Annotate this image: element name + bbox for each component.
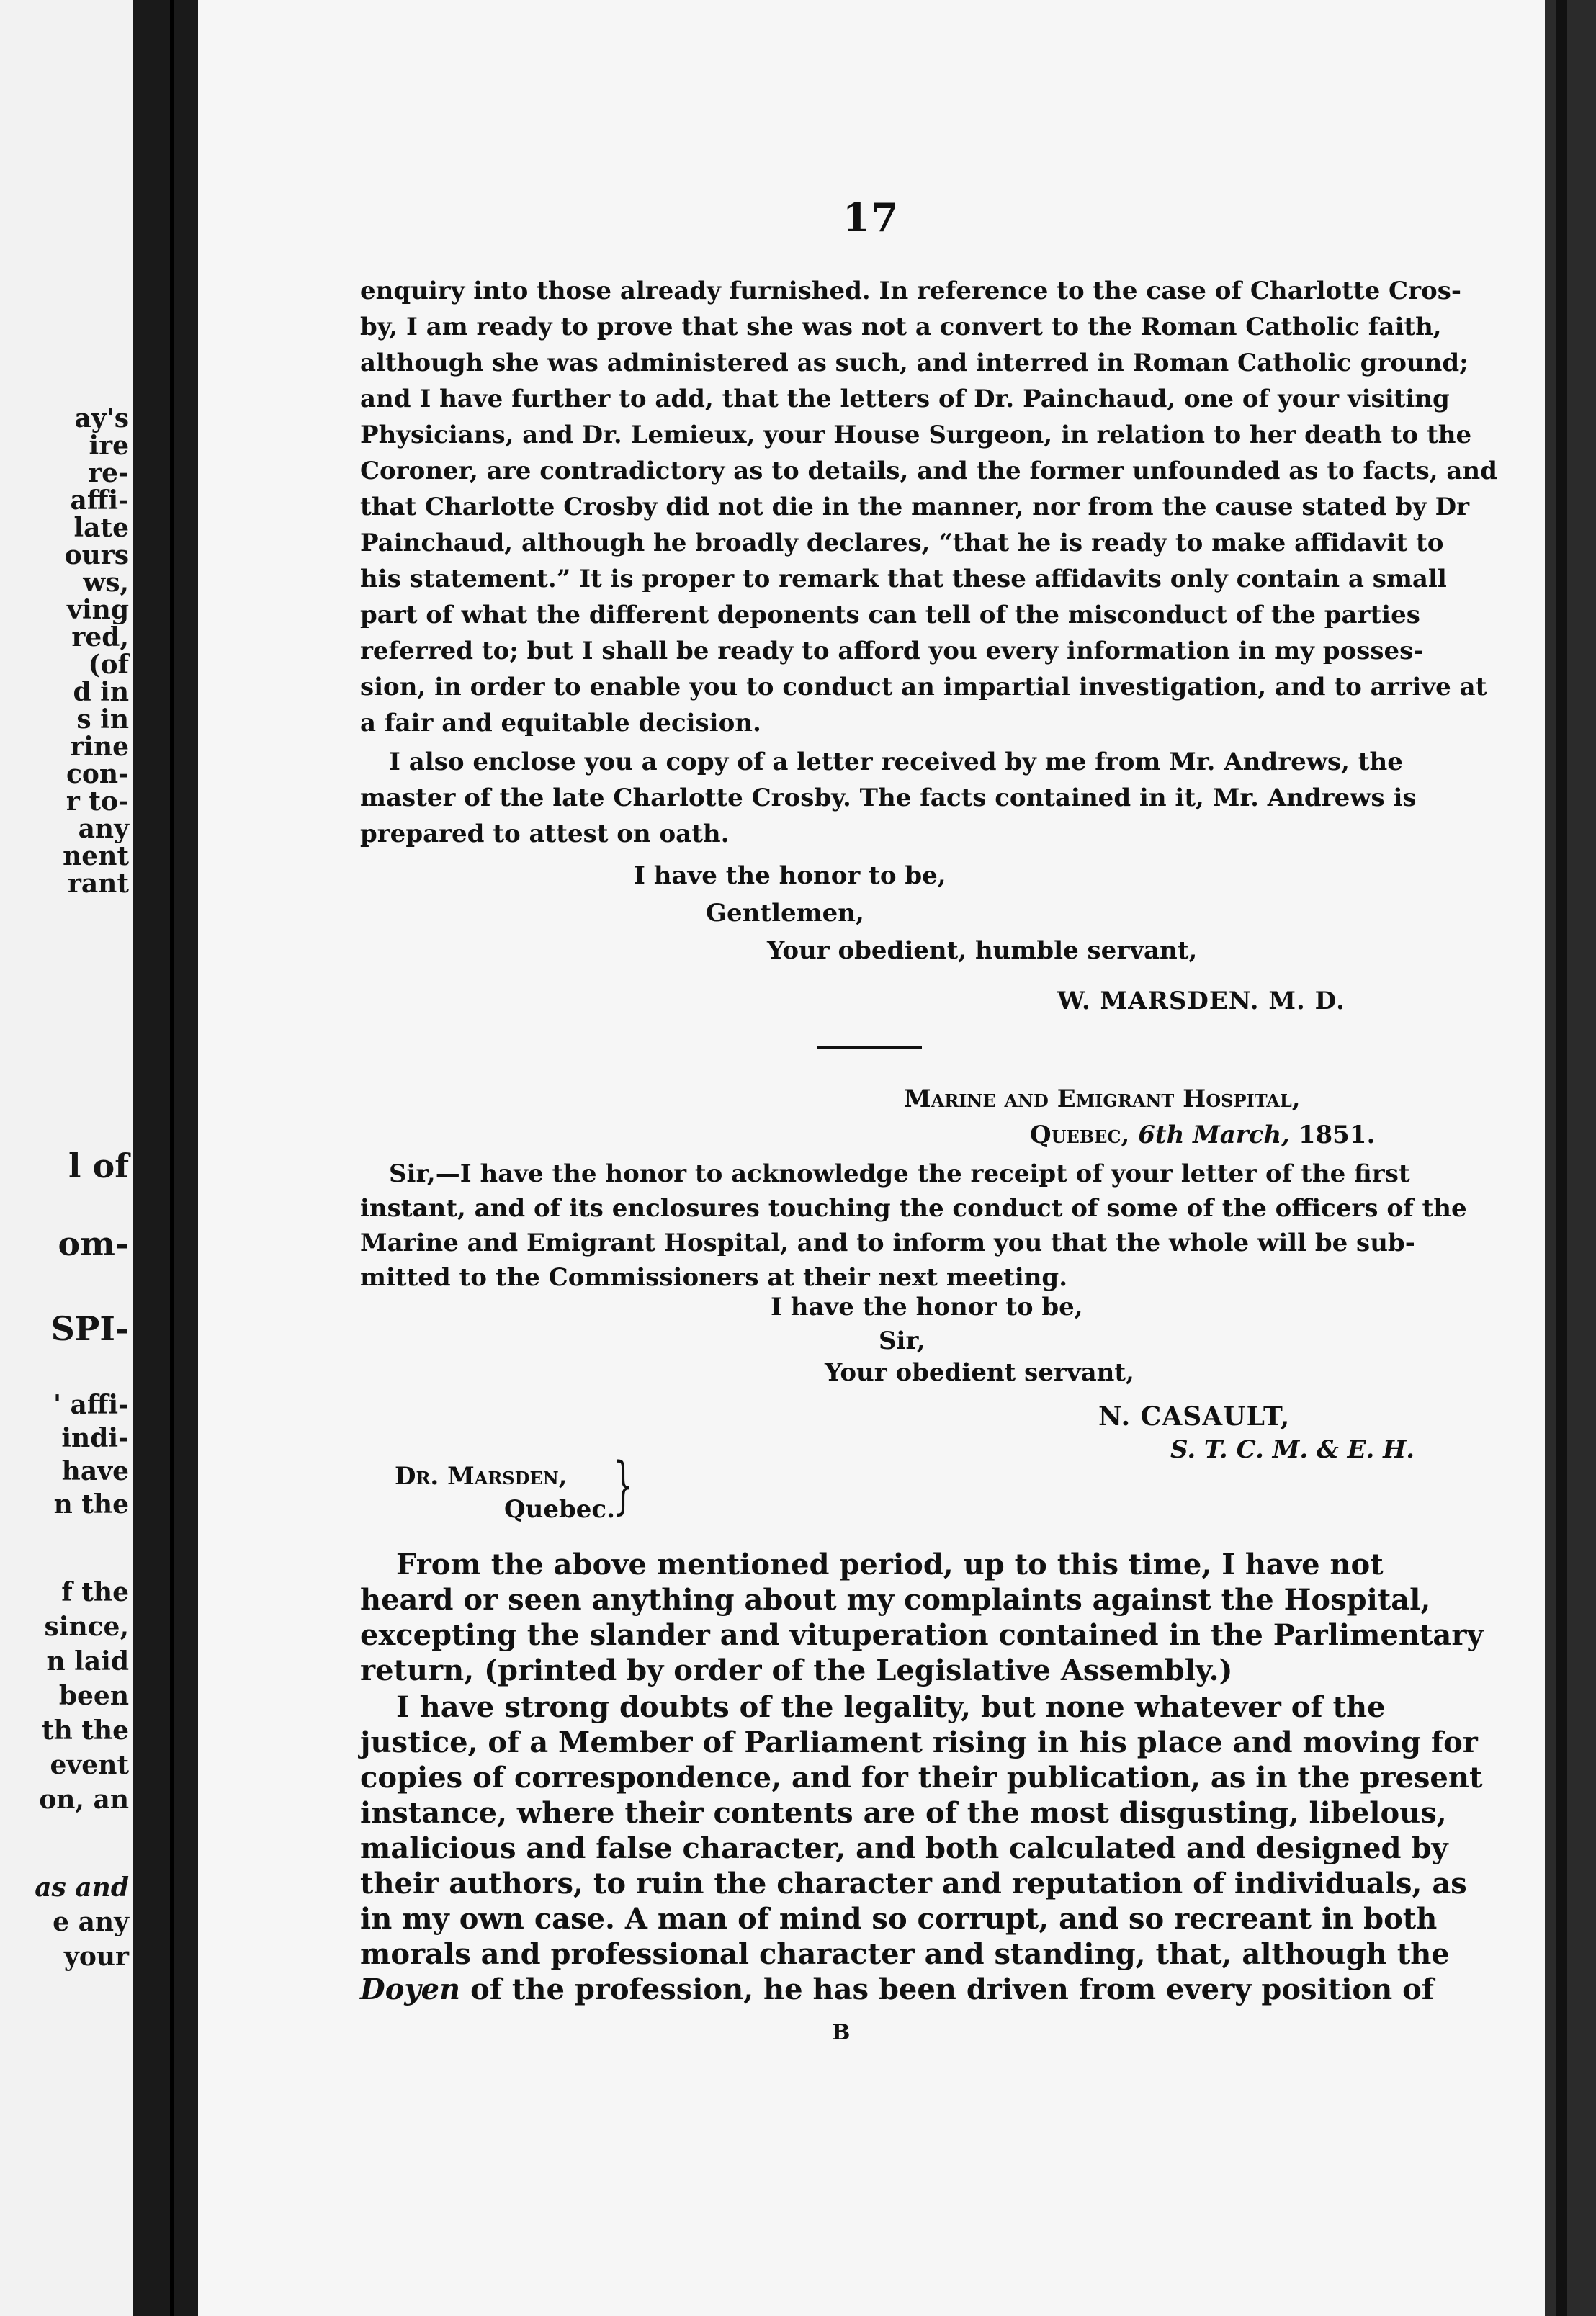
text-line: referred to; but I shall be ready to afford you every information in my posses- (360, 637, 1424, 665)
text-line: by, I am ready to prove that she was not a convert to the Roman Catholic faith, (360, 313, 1442, 341)
margin-fragment: om- (58, 1224, 129, 1263)
text-line: instant, and of its enclosures touching the conduct of some of the officers of the (360, 1194, 1467, 1223)
margin-fragment: n the (53, 1489, 129, 1520)
text-line: part of what the different deponents can tell of the misconduct of the parties (360, 601, 1420, 629)
previous-page-margin (0, 0, 133, 2316)
page-number: 17 (843, 194, 900, 241)
text-line: copies of correspondence, and for their publication, as in the present (360, 1761, 1483, 1795)
text-line-rest: of the profession, he has been driven from every position of (460, 1972, 1434, 2006)
text-line: in my own case. A man of mind so corrupt, and so recreant in both (360, 1902, 1438, 1936)
letter-one-salutation: Gentlemen, (706, 899, 864, 928)
text-line: master of the late Charlotte Crosby. The facts contained in it, Mr. Andrews is (360, 784, 1417, 812)
text-line: that Charlotte Crosby did not die in the manner, nor from the cause stated by Dr (360, 493, 1470, 521)
margin-fragment: red, (71, 622, 129, 652)
margin-fragment: rine (70, 732, 129, 762)
heading-year: 1851. (1298, 1121, 1376, 1149)
margin-fragment: ws, (83, 567, 129, 598)
text-line: return, (printed by order of the Legislative Assembly.) (360, 1653, 1233, 1687)
book-gutter (133, 0, 198, 2316)
text-line: a fair and equitable decision. (360, 709, 761, 737)
text-line: I have strong doubts of the legality, but none whatever of the (396, 1690, 1386, 1724)
text-line: I also enclose you a copy of a letter received by me from Mr. Andrews, the (389, 748, 1403, 776)
text-line: justice, of a Member of Parliament rising in his place and moving for (360, 1725, 1478, 1759)
margin-fragment: affi- (70, 485, 129, 516)
margin-fragment: e any (53, 1907, 129, 1937)
margin-fragment: s in (76, 704, 129, 735)
brace-mark: } (613, 1450, 634, 1522)
margin-fragment: ay's (74, 403, 129, 434)
text-line: Physicians, and Dr. Lemieux, your House Surgeon, in relation to her death to the (360, 421, 1472, 449)
text-line: Coroner, are contradictory as to details, and the former unfounded as to facts, and (360, 457, 1497, 485)
addressee-name: Dr. Marsden, (395, 1462, 568, 1491)
letter-two-heading-date (1030, 1121, 1375, 1149)
margin-fragment: re- (88, 458, 129, 488)
italic-word: Doyen (360, 1972, 461, 2006)
page-edge-strip (1556, 0, 1567, 2316)
margin-fragment: late (73, 513, 129, 543)
margin-fragment: any (78, 814, 129, 844)
section-divider (817, 1046, 922, 1049)
margin-fragment: as and (35, 1872, 129, 1903)
text-line: prepared to attest on oath. (360, 820, 730, 848)
margin-fragment: ving (67, 595, 129, 625)
letter-two-heading-place: Marine and Emigrant Hospital, (904, 1085, 1301, 1113)
margin-fragment: th the (41, 1715, 129, 1746)
heading-date: 6th March, (1138, 1121, 1290, 1149)
text-line: enquiry into those already furnished. In reference to the case of Charlotte Cros- (360, 277, 1461, 305)
text-line: although she was administered as such, and interred in Roman Catholic ground; (360, 349, 1469, 377)
text-line: heard or seen anything about my complaints against the Hospital, (360, 1583, 1431, 1617)
text-line: his statement.” It is proper to remark that these affidavits only contain a small (360, 565, 1447, 593)
margin-fragment: ' affi- (53, 1390, 129, 1420)
margin-fragment: r to- (66, 786, 129, 817)
text-line: mitted to the Commissioners at their next meeting. (360, 1263, 1068, 1292)
text-line: From the above mentioned period, up to this time, I have not (396, 1548, 1384, 1581)
margin-fragment: event (50, 1750, 129, 1780)
text-line (360, 1972, 1434, 2008)
text-line: morals and professional character and standing, that, although the (360, 1937, 1450, 1971)
margin-fragment: have (61, 1456, 129, 1486)
margin-fragment: been (58, 1681, 129, 1711)
margin-fragment: on, an (39, 1785, 129, 1815)
margin-fragment: (of (88, 650, 129, 680)
margin-fragment: SPI- (50, 1309, 129, 1348)
text-line: Marine and Emigrant Hospital, and to inform you that the whole will be sub- (360, 1229, 1415, 1257)
margin-fragment: d in (73, 677, 129, 707)
text-line: sion, in order to enable you to conduct an impartial investigation, and to arrive at (360, 673, 1487, 701)
margin-fragment: f the (61, 1577, 129, 1607)
text-line: Painchaud, although he broadly declares, “that he is ready to make affidavit to (360, 529, 1444, 557)
gutter-shadow (170, 0, 174, 2316)
letter-two-servant: Your obedient servant, (825, 1358, 1134, 1387)
margin-fragment: ours (64, 540, 129, 570)
letter-one-servant: Your obedient, humble servant, (767, 936, 1198, 965)
addressee-city: Quebec. (504, 1495, 615, 1524)
letter-two-closing: I have the honor to be, (771, 1293, 1083, 1321)
letter-two-signature-title: S. T. C. M. & E. H. (1170, 1435, 1415, 1464)
margin-fragment: your (63, 1942, 129, 1972)
margin-fragment: rant (67, 868, 129, 899)
margin-fragment: n laid (46, 1646, 129, 1677)
margin-fragment: l of (68, 1146, 129, 1185)
text-line: Sir,—I have the honor to acknowledge the receipt of your letter of the first (389, 1159, 1410, 1188)
signature-mark: B (832, 2020, 851, 2045)
letter-one-closing: I have the honor to be, (634, 861, 946, 890)
letter-one-signature: W. MARSDEN. M. D. (1057, 987, 1345, 1015)
text-line: instance, where their contents are of the most disgusting, libelous, (360, 1796, 1447, 1830)
margin-fragment: nent (63, 841, 129, 871)
text-line: excepting the slander and vituperation contained in the Parlimentary (360, 1618, 1484, 1652)
text-line: and I have further to add, that the letters of Dr. Painchaud, one of your visiting (360, 385, 1450, 413)
margin-fragment: since, (44, 1612, 129, 1642)
letter-two-signature: N. CASAULT, (1098, 1401, 1291, 1432)
margin-fragment: ire (89, 431, 129, 461)
text-line: malicious and false character, and both calculated and designed by (360, 1831, 1448, 1865)
page-edge (1545, 0, 1596, 2316)
heading-city: Quebec, (1030, 1121, 1130, 1149)
letter-two-salutation: Sir, (879, 1327, 925, 1355)
margin-fragment: indi- (61, 1423, 129, 1453)
margin-fragment: con- (66, 759, 129, 789)
text-line: their authors, to ruin the character and reputation of individuals, as (360, 1867, 1467, 1900)
